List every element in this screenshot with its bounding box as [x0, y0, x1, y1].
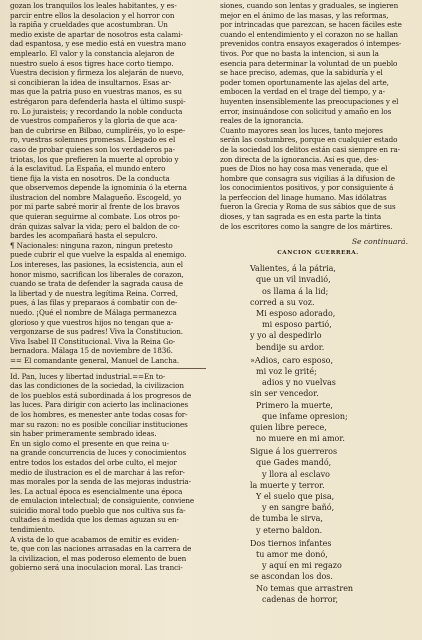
text-line: glorioso y que vuestros hijos no tengan que a- [10, 317, 174, 327]
text-line: siones, cuando son lentas y graduales, se ingieren [220, 1, 399, 10]
text-line: ban de cubrirse en Bilbao, cumpliréis, yo lo espe- [10, 125, 186, 135]
text-line: vergonzarse de sus padres! Viva la Constitucion. [10, 327, 183, 337]
text-line: mejor en el ánimo de las masas, y las reformas, [220, 10, 389, 20]
text-line: ilustracion del nombre Malagueño. Escogeld, yo [10, 192, 182, 202]
text-line: gobierno será una inoculacion moral. Las tranci- [10, 563, 183, 573]
text-line: tivos. Por que no basta la intencion, si aun la [220, 48, 379, 58]
verse-line: mi voz le grité; [256, 366, 317, 376]
text-line: que observemos depende la ignominia ó la eterna [10, 183, 187, 193]
text-line: tiene fija la vista en nosotros. De la conducta [10, 173, 170, 183]
text-line: te, que con las naciones arrasadas en la carrera de [10, 544, 192, 554]
verse-line: cadenas de horror, [262, 594, 338, 604]
text-line: triotas, los que prefieren la muerte al oprobio y [10, 154, 179, 164]
text-line: A vista de lo que acabamos de emitir es eviden- [10, 534, 179, 544]
verse-line: Sigue á los guerreros [250, 447, 338, 457]
text-line: ¶ Nacionales: ninguna razon, ningun pretesto [10, 240, 173, 250]
text-line: prevenidos contra ensayos exagerados ó intempes- [220, 39, 402, 49]
verse-line: sin ser vencedor. [250, 389, 319, 399]
verse-line: y eterno baldon. [256, 525, 323, 535]
verse-line: os llama á la lid; [262, 286, 329, 296]
text-line: gozan los tranquilos los leales habitantes, y es- [10, 1, 177, 10]
proclamation-text [10, 1, 206, 366]
text-line: honor mismo, sacrifican los liberales de corazon, [10, 269, 184, 279]
text-line: das las condiciones de la sociedad, la civilizacion [10, 381, 184, 391]
text-line: poder tomen oportunamente las ajelas del arte, [220, 77, 389, 87]
text-line: á la esclavitud. La España, el mundo entero [10, 164, 166, 174]
left-column [10, 1, 206, 573]
verse-line: Primero la muerte, [256, 400, 333, 410]
text-line: de los pueblos está subordinada á los progresos de [10, 390, 192, 400]
text-line: entre todos los estados del orbe culto, el mejor [10, 457, 177, 467]
text-line: nuedo. ¡Qué el nombre de Málaga permanezca [10, 308, 177, 317]
text-line: de vuestros compañeros y la gloria de que aca- [10, 116, 178, 126]
text-line: les. La actual época es esencialmente una época [10, 486, 183, 496]
text-line: mas que la patria puso en vuestras manos, es su [10, 87, 182, 97]
text-line: sin haber primeramente sembrado ideas. [10, 429, 157, 439]
text-line: ro, vuestras solemnes promesas. Llegado es el [10, 135, 176, 145]
verse-line: adios y no vuelvas [262, 378, 336, 388]
verse-line: »Adios, caro esposo, [250, 355, 334, 365]
verse-line: No temas que arrastren [256, 583, 354, 593]
text-line: de emulacion intelectual; de consiguiente, conviene [10, 496, 195, 506]
text-line: las luces. Para dirigir con acierto las inclinaciones [10, 400, 189, 410]
text-line: de los escritores como la sangre de los mártires. [220, 221, 393, 231]
text-line: la perfeccion del linage humano. Mas idólatras [220, 192, 387, 202]
verse-line: de tumba le sirva, [250, 514, 323, 524]
verse-line: y en sangre bañó, [262, 503, 335, 513]
text-line: serán las costumbres, porque en cualquier estado [220, 135, 398, 145]
text-line: los conocimientos positivos, y por consiguiente á [220, 183, 394, 193]
text-line: embocen la verdad en el trage del tiempo, y a- [220, 87, 385, 97]
text-line: la civilizacion, el mas poderoso elemento de buen [10, 553, 187, 563]
text-line: bardes les acompañará hasta el sepulcro. [10, 231, 158, 241]
text-line: Viva Isabel II Constitucional. Viva la Reina Go- [10, 336, 176, 346]
text-line: por intrincadas que parezcan, se hacen fáciles este [220, 20, 402, 30]
verse-line: Valientes, á la pátria, [250, 264, 336, 274]
verse-line: Mi esposo adorado, [256, 309, 336, 318]
verse-line: que Gades mandó, [256, 458, 332, 468]
text-line: si concibieran la idea de insultarnos. Esas ar- [10, 77, 172, 87]
text-line: nuestro suelo á esos tigres hace corto tiempo. [10, 58, 174, 68]
text-line: estrégaron para defenderla hasta el último suspi- [10, 96, 186, 106]
text-line: la rapiña y crueldades que acostumbran. Un [10, 20, 168, 30]
text-line: emplearlo. El valor y la constancia alejaron de [10, 48, 175, 58]
text-line: pues de Dios no hay cosa mas venerada, que el [220, 164, 388, 174]
right-column [220, 1, 416, 605]
song-title: CANCION GUERRERA. [277, 250, 359, 257]
text-line: error, insinuándose con solicitud y amaño en los [220, 106, 392, 116]
text-line: zon directa de la ignorancia. Así es que, des- [220, 154, 379, 164]
text-line: se hace preciso, ademas, que la sabiduría y el [220, 68, 383, 78]
text-line: tendimiento. [10, 525, 55, 535]
text-line: esencia para determinar la voluntad de un pueblo [220, 58, 398, 68]
text-line: caso de probar quienes son los verdaderos pa- [10, 144, 175, 154]
text-line: medio existe de apartar de nosotros esta calami- [10, 29, 183, 39]
verse-line: corred a su voz. [250, 297, 315, 307]
text-line: parcir entre ellos la desolacion y el horror con [10, 10, 175, 20]
text-line: por mi parte sabré morir al frente de los bravos [10, 202, 180, 212]
text-line: de los hombres, es menester ante todas cosas for- [10, 409, 188, 419]
text-line: ro. Lo juraisteis; y recordando la noble conducta [10, 106, 183, 116]
article-continuation [220, 1, 416, 231]
text-line: huyenten insensiblemente las preocupaciones y el [220, 96, 399, 106]
text-line: Los intereses, las pasiones, la ecsistencia, aun el [10, 260, 183, 270]
text-line: hombre que consagra sus vigilias á la difusion de [220, 173, 395, 183]
text-line: mas morales por la senda de las mejoras industria- [10, 477, 191, 487]
text-line: cuando el entendimiento y el corazon no se hallan [220, 29, 398, 39]
text-line: fueron la Grecia y Roma de sus sábios que de sus [220, 202, 396, 212]
verse-line: que infame opresion; [262, 411, 348, 421]
text-line: reales de la ignorancia. [220, 116, 304, 126]
verse-line: Y el suelo que pisa, [256, 492, 335, 501]
verse-line: y aquí en mi regazo [262, 561, 342, 571]
text-line: suicidio moral todo pueblo que nos cultiva sus fa- [10, 505, 186, 515]
text-line: cuando se trata de defender la sagrada causa de [10, 279, 183, 289]
text-line: dioses, y tan sagrada es en esta parte la tinta [220, 212, 382, 222]
text-line: que quieran seguirme al combate. Los otros po- [10, 212, 180, 222]
text-line: Vuestra decision y firmeza los alejarán de nuevo, [10, 68, 184, 78]
text-line: bernadora. Málaga 15 de noviembre de 1836. [10, 346, 173, 356]
text-line: cultades á medida que los demas aguzan su en- [10, 515, 179, 525]
text-line: medio de ilustracion es el de marchar á las refor- [10, 467, 185, 477]
verse-line: no muere en mi amor. [256, 434, 345, 444]
verse-line: bendije su ardor. [256, 342, 325, 352]
verse-line: y yo al despedirlo [250, 331, 322, 341]
text-line: de la sociedad los delitos están casi siempre en ra- [220, 144, 400, 154]
text-line: mar su razon: no es posible conciliar instituciones [10, 419, 188, 429]
verse-line: se ascondan los dos. [250, 572, 333, 582]
text-line: na grande concurrencia de luces y conocimientos [10, 448, 187, 458]
text-line: Id. Pan, luces y libertad industrial.==En to- [10, 371, 166, 381]
stanza [220, 446, 416, 536]
text-line: dad espantosa, y ese medio está en vuestra mano [10, 39, 186, 49]
verse-line: que un vil invadió, [256, 275, 331, 285]
text-line: drán quizas salvar la vida; pero el baldon de co- [10, 221, 180, 231]
verse-line: Dos tiernos infantes [250, 538, 332, 548]
verse-line: mi esposo partió, [262, 320, 332, 330]
text-line: Cuanto mayores sean los luces, tanto mejores [220, 125, 383, 135]
stanza [220, 263, 416, 353]
text-line: == El comandante general, Manuel de Lancha. [10, 355, 180, 365]
verse-line: tu amor me donó, [256, 549, 328, 559]
verse-line: y llora al esclavo [262, 469, 330, 479]
stanza [220, 538, 416, 605]
text-line: puede cubrir el que vuelve la espalda al enemigo. [10, 250, 187, 260]
text-line: En un siglo como el presente en que reina u- [10, 438, 169, 448]
verse-line: la muerte y terror. [250, 480, 325, 490]
poem [220, 263, 416, 605]
to-be-continued: Se continuará. [351, 237, 408, 247]
text-line: la libertad y de nuestra legítima Reina. Corred, [10, 288, 178, 298]
text-line: pues, á las filas y preparaos á combatir con de- [10, 298, 178, 308]
stanza [220, 355, 416, 445]
verse-line: quien libre perece, [250, 422, 327, 432]
article-bread-lights-liberty [10, 372, 206, 573]
